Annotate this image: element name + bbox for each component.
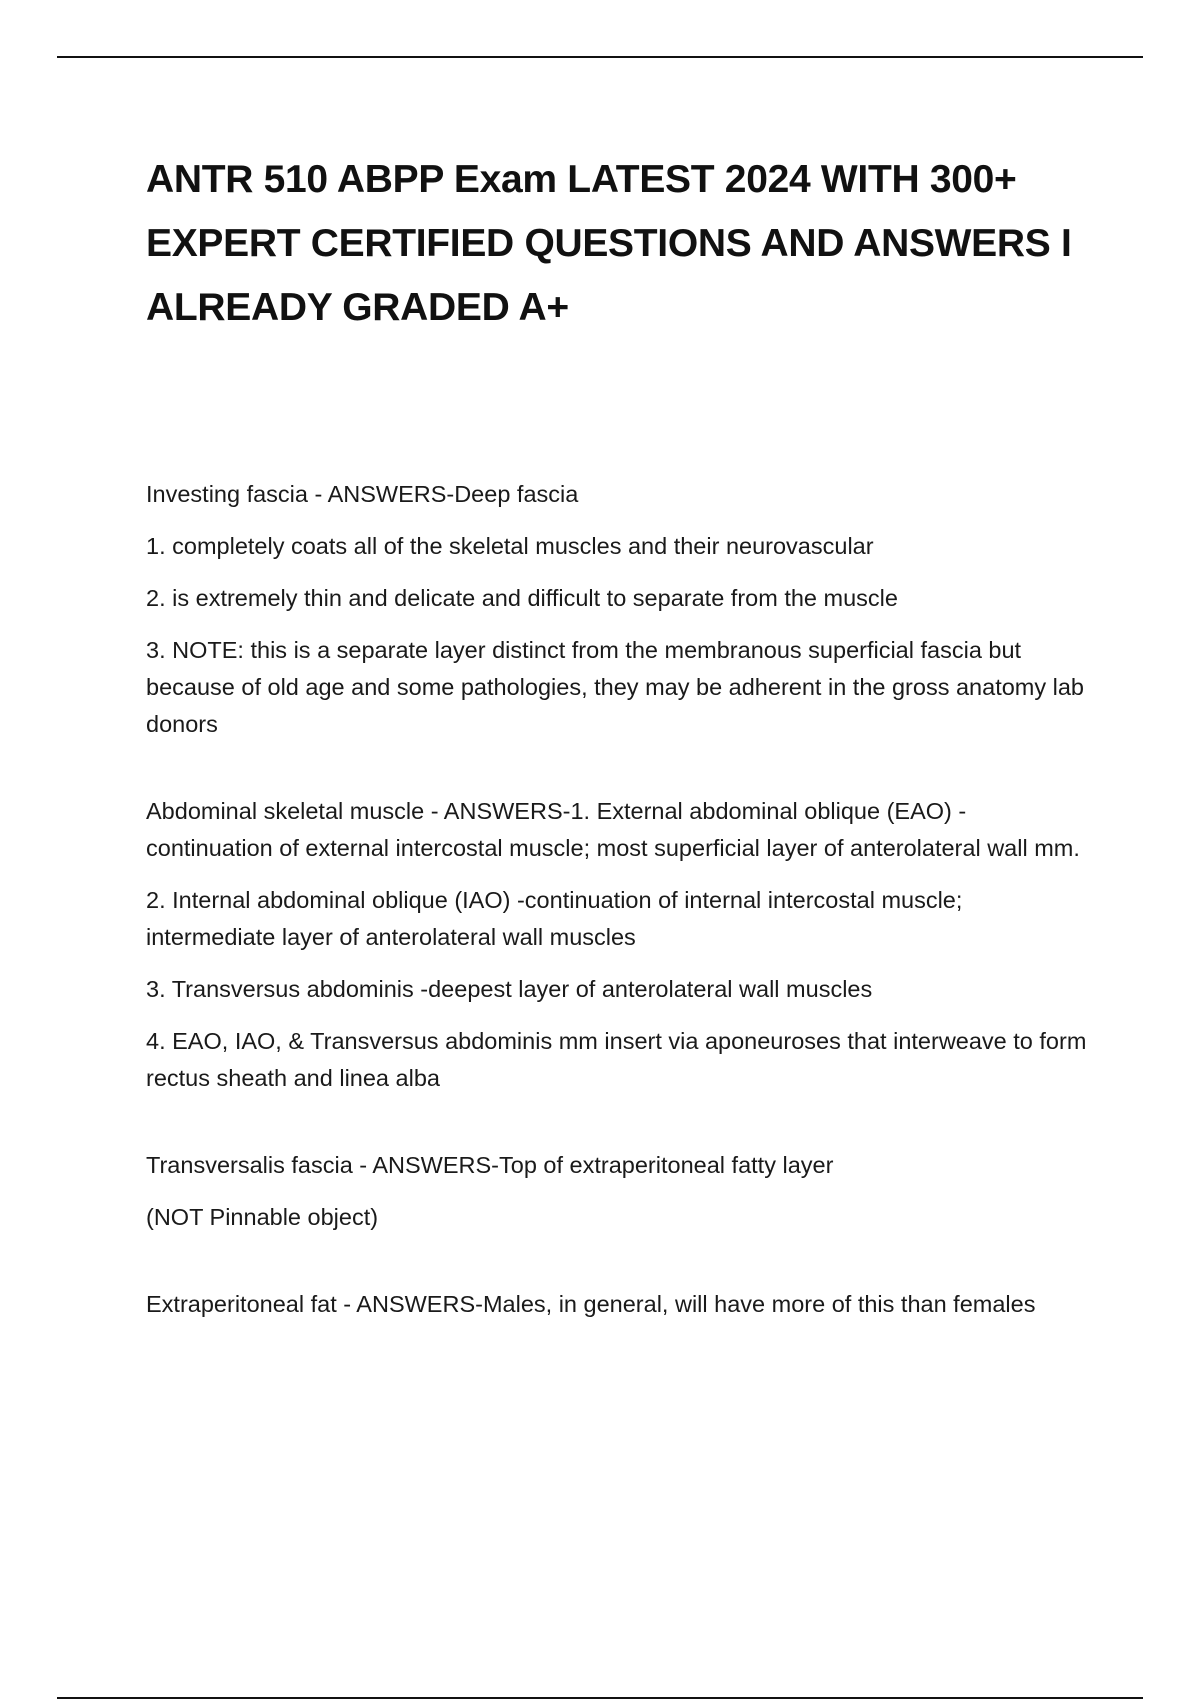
qa-paragraph: 3. Transversus abdominis -deepest layer of anterolateral wall muscles — [146, 976, 873, 1002]
qa-paragraph: 4. EAO, IAO, & Transversus abdominis mm insert via aponeuroses that interweave to form rectus sheath and linea alba — [146, 1028, 1087, 1091]
qa-paragraph: Abdominal skeletal muscle - ANSWERS-1. External abdominal oblique (EAO) - continuation of external intercostal muscle; most superficial layer of anterolateral wall mm. — [146, 798, 1080, 861]
qa-list — [146, 476, 1096, 1323]
header-rule — [57, 56, 1143, 58]
qa-paragraph: Transversalis fascia - ANSWERS-Top of extraperitoneal fatty layer — [146, 1152, 834, 1178]
qa-paragraph: 3. NOTE: this is a separate layer distinct from the membranous superficial fascia but because of old age and some pathologies, they may be adherent in the gross anatomy lab donors — [146, 637, 1085, 737]
qa-item-extraperitoneal-fat — [146, 1286, 1096, 1323]
qa-paragraph: 2. is extremely thin and delicate and difficult to separate from the muscle — [146, 585, 898, 611]
qa-paragraph: Extraperitoneal fat - ANSWERS-Males, in general, will have more of this than females — [146, 1291, 1036, 1317]
qa-paragraph: (NOT Pinnable object) — [146, 1204, 379, 1230]
qa-paragraph: 1. completely coats all of the skeletal muscles and their neurovascular — [146, 533, 874, 559]
document-page — [146, 148, 1096, 1373]
document-title: ANTR 510 ABPP Exam LATEST 2024 WITH 300+ EXPERT CERTIFIED QUESTIONS AND ANSWERS I ALREADY GRADED A+ — [146, 158, 1072, 329]
footer-rule — [57, 1697, 1143, 1699]
qa-item-investing-fascia — [146, 476, 1096, 743]
qa-item-abdominal-skeletal-muscle — [146, 793, 1096, 1097]
qa-item-transversalis-fascia — [146, 1147, 1096, 1236]
qa-paragraph: 2. Internal abdominal oblique (IAO) -continuation of internal intercostal muscle; intermediate layer of anterolateral wall muscles — [146, 887, 963, 950]
qa-paragraph: Investing fascia - ANSWERS-Deep fascia — [146, 481, 579, 507]
